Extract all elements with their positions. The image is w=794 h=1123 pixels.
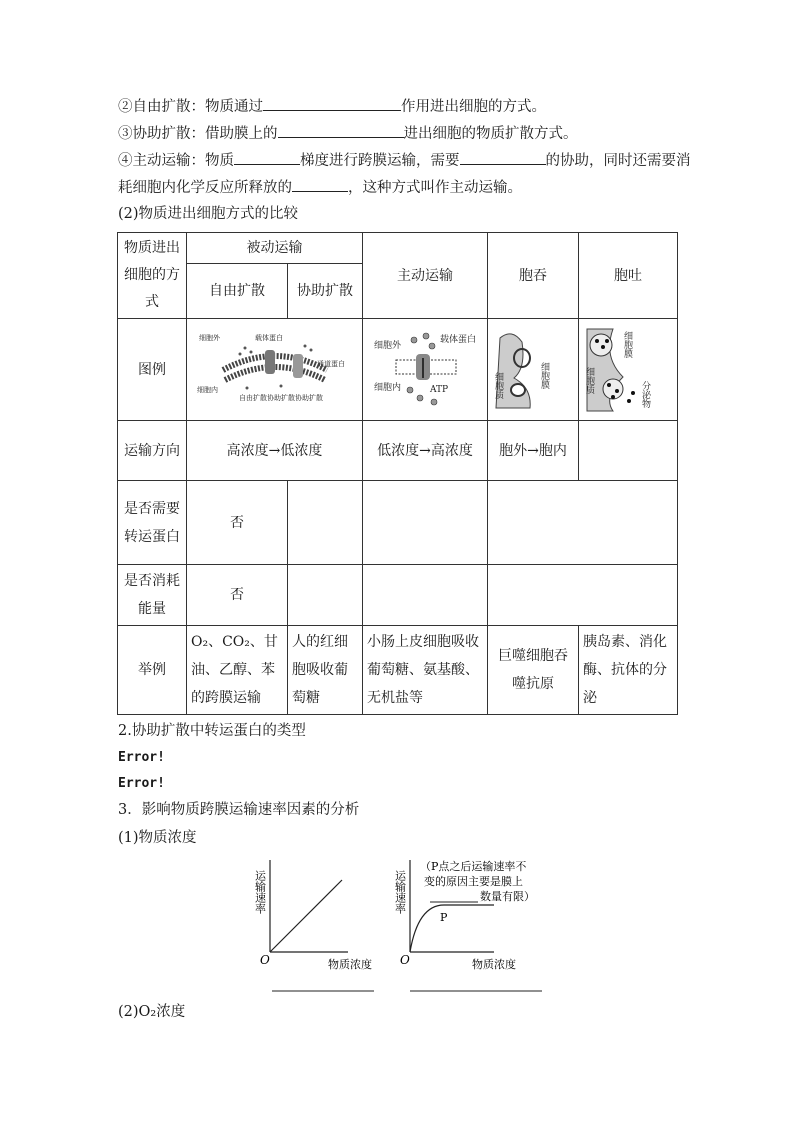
passive-facil-channel-label: 协助扩散 xyxy=(294,393,323,402)
example-exo: 胰岛素、消化酶、抗体的分泌 xyxy=(579,626,678,715)
exocytosis-header: 胞吐 xyxy=(579,233,678,319)
direction-active: 低浓度→高浓度 xyxy=(363,421,488,481)
active-text-b: 梯度进行跨膜运输，需要 xyxy=(300,153,460,169)
example-active: 小肠上皮细胞吸收葡萄糖、氨基酸、无机盐等 xyxy=(363,626,488,715)
free-diffusion-header: 自由扩散 xyxy=(187,264,288,319)
passive-facil-carrier-label: 协助扩散 xyxy=(266,393,295,402)
endo-membrane-label: 细胞膜 xyxy=(539,361,549,389)
facilitated-text: ③协助扩散：借助膜上的 xyxy=(118,126,278,142)
endocytosis-diagram xyxy=(492,328,574,412)
g1-origin: O xyxy=(260,953,270,967)
protein-facil[interactable] xyxy=(288,481,363,565)
g2-xlabel: 物质浓度 xyxy=(472,958,516,971)
example-free: O₂、CO₂、甘油、乙醇、苯的跨膜运输 xyxy=(187,626,288,715)
active-outside-label: 细胞外 xyxy=(374,340,402,351)
active-text-c: 的协助，同时还需要消 xyxy=(545,153,691,169)
facilitated-line xyxy=(118,123,578,144)
atp-label: ATP xyxy=(430,384,449,395)
active-blank-1[interactable] xyxy=(234,150,300,165)
free-diffusion-text: ②自由扩散：物质通过 xyxy=(118,99,263,115)
direction-row-label: 运输方向 xyxy=(118,421,187,481)
direction-endo: 胞外→胞内 xyxy=(488,421,579,481)
active-inside-label: 细胞内 xyxy=(374,382,402,393)
secretory-vesicle-icon xyxy=(590,334,612,356)
g2-curve xyxy=(410,905,494,952)
error-line-1: Error! xyxy=(118,750,165,765)
free-diffusion-blank[interactable] xyxy=(263,96,401,111)
section2-heading: 2.协助扩散中转运蛋白的类型 xyxy=(118,723,306,739)
protein-endo-exo[interactable] xyxy=(488,481,678,565)
passive-inside-label: 细胞内 xyxy=(196,385,218,394)
protein-active[interactable] xyxy=(363,481,488,565)
active-header: 主动运输 xyxy=(363,233,488,319)
free-diffusion-text-post: 作用进出细胞的方式。 xyxy=(401,99,546,115)
g2-ylabel: 运输速率 xyxy=(393,870,407,914)
compare-heading: (2)物质进出细胞方式的比较 xyxy=(118,206,299,222)
graph-linear xyxy=(238,860,388,995)
exocytosis-diagram-cell xyxy=(579,319,678,421)
passive-transport-diagram xyxy=(195,330,355,410)
example-row-label: 举例 xyxy=(118,626,187,715)
active-line-2 xyxy=(118,177,522,198)
facilitated-header: 协助扩散 xyxy=(288,264,363,319)
free-diffusion-line xyxy=(118,96,546,117)
facilitated-text-post: 进出细胞的物质扩散方式。 xyxy=(403,126,578,142)
active-transport-diagram xyxy=(370,328,480,412)
g2-note3: 数量有限） xyxy=(480,890,535,903)
comparison-table xyxy=(117,232,678,715)
endocytosis-diagram-cell xyxy=(488,319,579,421)
passive-outside-label: 细胞外 xyxy=(198,333,220,342)
active-text-a: ④主动运输：物质 xyxy=(118,153,234,169)
passive-header: 被动运输 xyxy=(187,233,363,264)
energy-active[interactable] xyxy=(363,565,488,626)
passive-channel-label: 通道蛋白 xyxy=(316,359,345,368)
g2-origin: O xyxy=(400,953,410,967)
passive-carrier-label: 载体蛋白 xyxy=(254,333,283,342)
passive-free-label: 自由扩散 xyxy=(238,393,267,402)
active-blank-2[interactable] xyxy=(460,150,546,165)
graph-saturation xyxy=(378,855,548,995)
exo-cytoplasm-label: 细胞质 xyxy=(584,366,594,394)
passive-diagram-cell xyxy=(187,319,363,421)
protein-free: 否 xyxy=(187,481,288,565)
energy-row-label: 是否消耗能量 xyxy=(118,565,187,626)
section3-sub1: (1)物质浓度 xyxy=(118,830,197,846)
direction-exo[interactable] xyxy=(579,421,678,481)
energy-free: 否 xyxy=(187,565,288,626)
active-blank-3[interactable] xyxy=(292,177,348,192)
active-text-2b: ，这种方式叫作主动运输。 xyxy=(348,180,522,196)
facilitated-blank[interactable] xyxy=(278,123,404,138)
endocytosis-header: 胞吞 xyxy=(488,233,579,319)
active-text-2a: 耗细胞内化学反应所释放的 xyxy=(118,180,292,196)
section3-sub2: (2)O₂浓度 xyxy=(118,1004,186,1020)
exo-membrane-label: 细胞膜 xyxy=(622,330,632,358)
error-line-2: Error! xyxy=(118,776,165,791)
endo-cytoplasm-label: 细胞质 xyxy=(493,371,503,399)
active-diagram-cell xyxy=(363,319,488,421)
energy-endo-exo[interactable] xyxy=(488,565,678,626)
protein-row-label: 是否需要转运蛋白 xyxy=(118,481,187,565)
section3-heading: 3．影响物质跨膜运输速率因素的分析 xyxy=(118,802,360,818)
g1-line xyxy=(270,880,342,952)
g1-xlabel: 物质浓度 xyxy=(328,958,372,971)
exo-secretion-label: 分泌物 xyxy=(640,380,650,408)
exocytosis-diagram xyxy=(583,327,673,413)
vesicle-inner-icon xyxy=(511,384,525,396)
example-facil: 人的红细胞吸收葡萄糖 xyxy=(288,626,363,715)
g2-point: P xyxy=(440,911,448,924)
channel-protein-icon xyxy=(293,354,303,378)
g2-note2: 变的原因主要是膜上 xyxy=(424,875,523,888)
example-endo: 巨噬细胞吞噬抗原 xyxy=(488,626,579,715)
energy-facil[interactable] xyxy=(288,565,363,626)
g2-note1: （P点之后运输速率不 xyxy=(420,860,527,873)
g1-ylabel: 运输速率 xyxy=(253,870,267,914)
active-line-1 xyxy=(118,150,691,171)
carrier-protein-icon xyxy=(265,350,275,374)
direction-passive: 高浓度→低浓度 xyxy=(187,421,363,481)
corner-cell: 物质进出细胞的方式 xyxy=(118,233,187,319)
active-carrier-label: 载体蛋白 xyxy=(440,334,477,345)
diagram-row-label: 图例 xyxy=(118,319,187,421)
